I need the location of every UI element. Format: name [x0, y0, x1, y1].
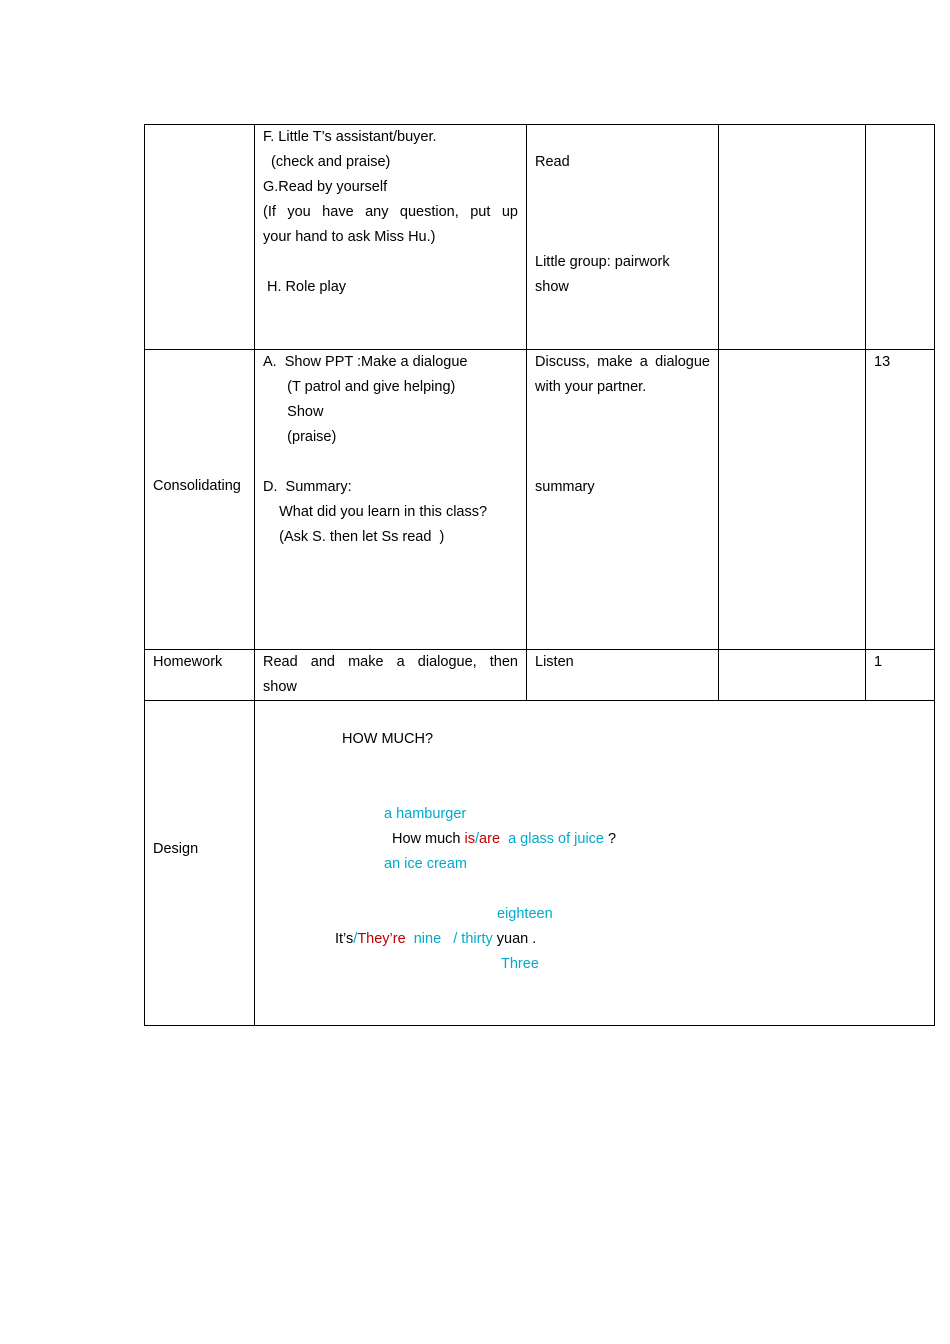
table-row	[145, 350, 935, 650]
design-question: How much is/are a glass of juice ?	[392, 831, 617, 847]
student-line: summary	[535, 479, 595, 495]
student-line: with your partner.	[535, 379, 647, 395]
student-line: Discuss, make a dialogue	[535, 354, 710, 370]
teacher-line: Read and make a dialogue, then	[263, 654, 518, 670]
design-price: Three	[501, 956, 539, 972]
student-activity-cell	[527, 650, 719, 701]
student-line	[535, 425, 710, 450]
lesson-plan-table	[144, 124, 935, 1026]
teacher-line: (If you have any question, put up	[263, 204, 518, 220]
student-line: show	[535, 279, 569, 295]
teacher-activity-cell	[255, 650, 527, 701]
student-line: Listen	[535, 654, 574, 670]
student-line	[535, 200, 710, 225]
design-price: eighteen	[497, 906, 553, 922]
table-row	[145, 701, 935, 1026]
purpose-cell	[719, 125, 866, 350]
teacher-line: F. Little T’s assistant/buyer.	[263, 129, 437, 145]
student-activity-cell	[527, 125, 719, 350]
teacher-line: (check and praise)	[263, 154, 391, 170]
time-value: 13	[874, 354, 891, 370]
teacher-activity-cell	[255, 350, 527, 650]
teacher-line: G.Read by yourself	[263, 179, 388, 195]
table-row	[145, 650, 935, 701]
design-title: HOW MUCH?	[342, 731, 434, 747]
teacher-line	[263, 450, 518, 475]
teacher-line: D. Summary:	[263, 479, 352, 495]
teacher-line: (praise)	[263, 429, 337, 445]
time-cell	[866, 350, 935, 650]
student-line: Little group: pairwork	[535, 254, 670, 270]
student-activity-cell	[527, 350, 719, 650]
stage-label: Consolidating	[153, 477, 241, 494]
purpose-cell	[719, 350, 866, 650]
student-line	[535, 400, 710, 425]
teacher-line	[263, 250, 518, 275]
design-answer: It’s/They’re nine / thirty yuan .	[335, 931, 537, 947]
student-line	[535, 450, 710, 475]
teacher-line: (T patrol and give helping)	[263, 379, 456, 395]
teacher-line: Show	[263, 404, 324, 420]
teacher-line: your hand to ask Miss Hu.)	[263, 229, 436, 245]
design-item: a hamburger	[384, 806, 467, 822]
student-line	[535, 225, 710, 250]
teacher-line: H. Role play	[263, 279, 347, 295]
table-row	[145, 125, 935, 350]
teacher-activity-cell	[255, 125, 527, 350]
purpose-cell	[719, 650, 866, 701]
design-item: an ice cream	[384, 856, 468, 872]
stage-label: Homework	[153, 654, 223, 670]
time-value: 1	[874, 654, 883, 670]
time-cell	[866, 650, 935, 701]
stage-cell	[145, 125, 255, 350]
student-line	[535, 175, 710, 200]
stage-label: Design	[153, 841, 199, 857]
student-line	[535, 125, 710, 150]
student-line: Read	[535, 154, 570, 170]
teacher-line: show	[263, 679, 297, 695]
stage-cell	[145, 350, 255, 650]
blackboard-design-cell	[255, 701, 935, 1026]
stage-cell	[145, 701, 255, 1026]
teacher-line: What did you learn in this class?	[263, 504, 488, 520]
time-cell	[866, 125, 935, 350]
teacher-line: (Ask S. then let Ss read )	[263, 529, 445, 545]
stage-cell	[145, 650, 255, 701]
teacher-line: A. Show PPT :Make a dialogue	[263, 354, 468, 370]
